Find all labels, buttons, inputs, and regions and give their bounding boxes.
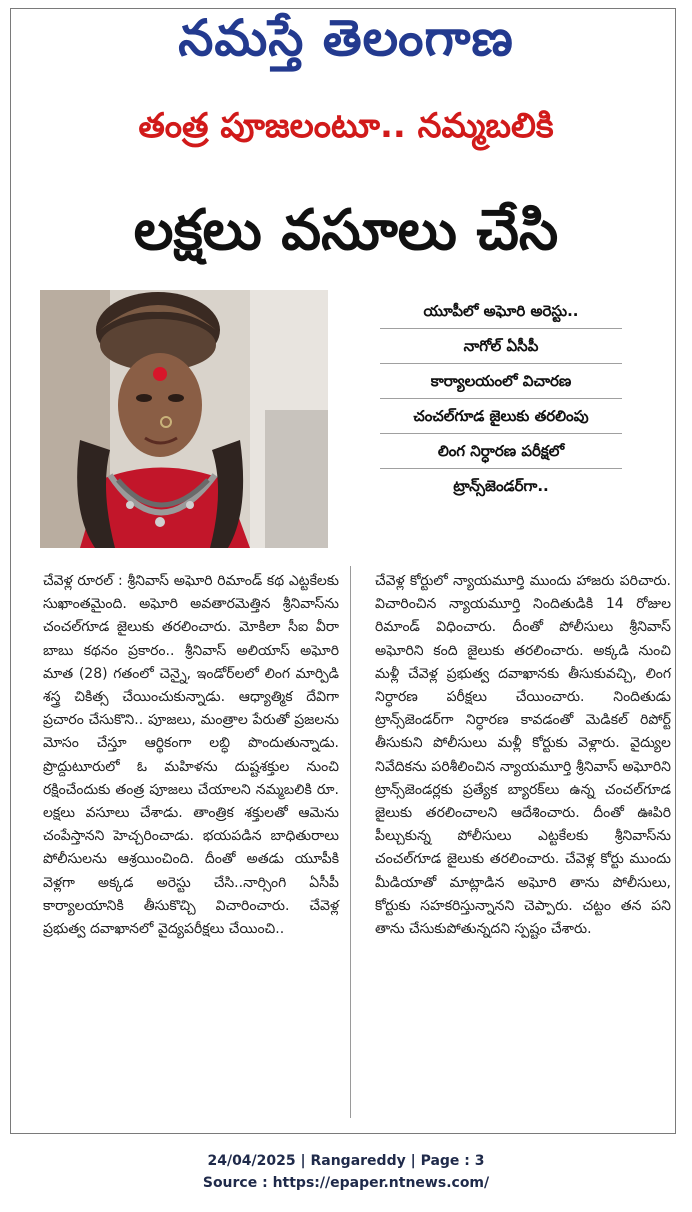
photo-illustration: [40, 290, 328, 548]
highlight-line: చంచల్‌గూడ జైలుకు తరలింపు: [380, 399, 622, 434]
article-body-left-column: చేవెళ్ల రూరల్ : శ్రీనివాస్ అఘోరి రిమాండ్ కథ ఎట్టకేలకు సుఖాంతమైంది. అఘోరి అవతారమెత్తిన శ్రీనివాస్‌ను చంచల్‌గూడ జైలుకు తరలించారు. మోకిలా సీఐ వీరా బాబు కథనం ప్రకారం.. శ్రీనివాస్ అలియాస్ అఘోరి మాత (28) గతంలో చెన్నై, ఇండోర్‌లలో లింగ మార్పిడి శస్త్ర చికిత్స చేయించుకున్నాడు. ఆధ్యాత్మిక దేవిగా ప్రచారం చేసుకొని.. పూజలు, మంత్రాల పేరుతో ప్రజలను మోసం చేస్తూ ఆర్థికంగా లబ్ధి పొందుతున్నాడు. ప్రొద్దుటూరులో ఓ మహిళను దుష్టశక్తుల నుంచి రక్షించేందుకు తంత్ర పూజలు చేయాలని నమ్మబలికి రూ. లక్షలు వసూలు చేశాడు. తాంత్రిక శక్తులతో ఆమెను చంపేస్తానని హెచ్చరించాడు. భయపడిన బాధితురాలు పోలీసులను ఆశ్రయించింది. దీంతో అతడు యూపీకి వెళ్లగా అక్కడ అరెస్టు చేసి..నార్సింగి ఏసీపీ కార్యాలయానికి తీసుకొచ్చి విచారించారు. చేవెళ్ల ప్రభుత్వ దవాఖానలో వైద్యపరీక్షలు చేయించి..: [43, 573, 339, 938]
masthead-title: నమస్తే తెలంగాణ: [178, 8, 514, 67]
highlight-line: నాగోల్ ఏసీపీ: [380, 329, 622, 364]
article-photo: [40, 290, 328, 548]
article-headline: లక్షలు వసూలు చేసి: [133, 198, 559, 263]
highlight-line: ట్రాన్స్‌జెండర్‌గా..: [453, 477, 549, 495]
clipping-footer: [0, 1150, 692, 1194]
highlight-line: యూపీలో అఘోరి అరెస్టు..: [380, 294, 622, 329]
newspaper-masthead: [0, 0, 692, 82]
highlight-line: కార్యాలయంలో విచారణ: [380, 364, 622, 399]
footer-meta: 24/04/2025 | Rangareddy | Page : 3: [207, 1153, 485, 1169]
highlight-line: లింగ నిర్ధారణ పరీక్షలో: [380, 434, 622, 469]
highlights-box: [380, 294, 622, 503]
footer-source: Source : https://epaper.ntnews.com/: [202, 1175, 490, 1191]
article-kicker: తంత్ర పూజలంటూ.. నమ్మబలికి: [138, 106, 554, 146]
column-divider: [350, 566, 351, 1118]
article-body-right-column: చేవెళ్ల కోర్టులో న్యాయమూర్తి ముందు హాజరు పరిచారు. విచారించిన న్యాయమూర్తి నిందితుడికి 14 రోజుల రిమాండ్ విధించారు. దీంతో పోలీసులు శ్రీనివాస్ అఘోరిని కంది జైలుకు తరలించారు. అక్కడి నుంచి మళ్లీ చేవెళ్ల ప్రభుత్వ దవాఖానకు తీసుకువచ్చి, లింగ నిర్ధారణ పరీక్షలు చేయించారు. నిందితుడు ట్రాన్స్‌జెండర్‌గా నిర్ధారణ కావడంతో మెడికల్ రిపోర్ట్ తీసుకుని పోలీసులు మళ్లీ కోర్టుకు వెళ్లారు. వైద్యుల నివేదికను పరిశీలించిన న్యాయమూర్తి శ్రీనివాస్ అఘోరిని ట్రాన్స్‌జెండర్లకు ప్రత్యేక బ్యారక్‌లు ఉన్న చంచల్‌గూడ జైలుకు తరలించాలని ఆదేశించారు. దీంతో ఊపిరి పీల్చుకున్న పోలీసులు ఎట్టకేలకు శ్రీనివాస్‌ను చంచల్‌గూడ జైలుకు తరలించారు. చేవెళ్ల కోర్టు ముందు మీడియాతో మాట్లాడిన అఘోరి తాను పోలీసులు, కోర్టుకు సహకరిస్తున్నానని చెప్పారు. చట్టం తన పని తాను చేసుకుపోతున్నదని స్పష్టం చేశారు.: [375, 573, 671, 938]
